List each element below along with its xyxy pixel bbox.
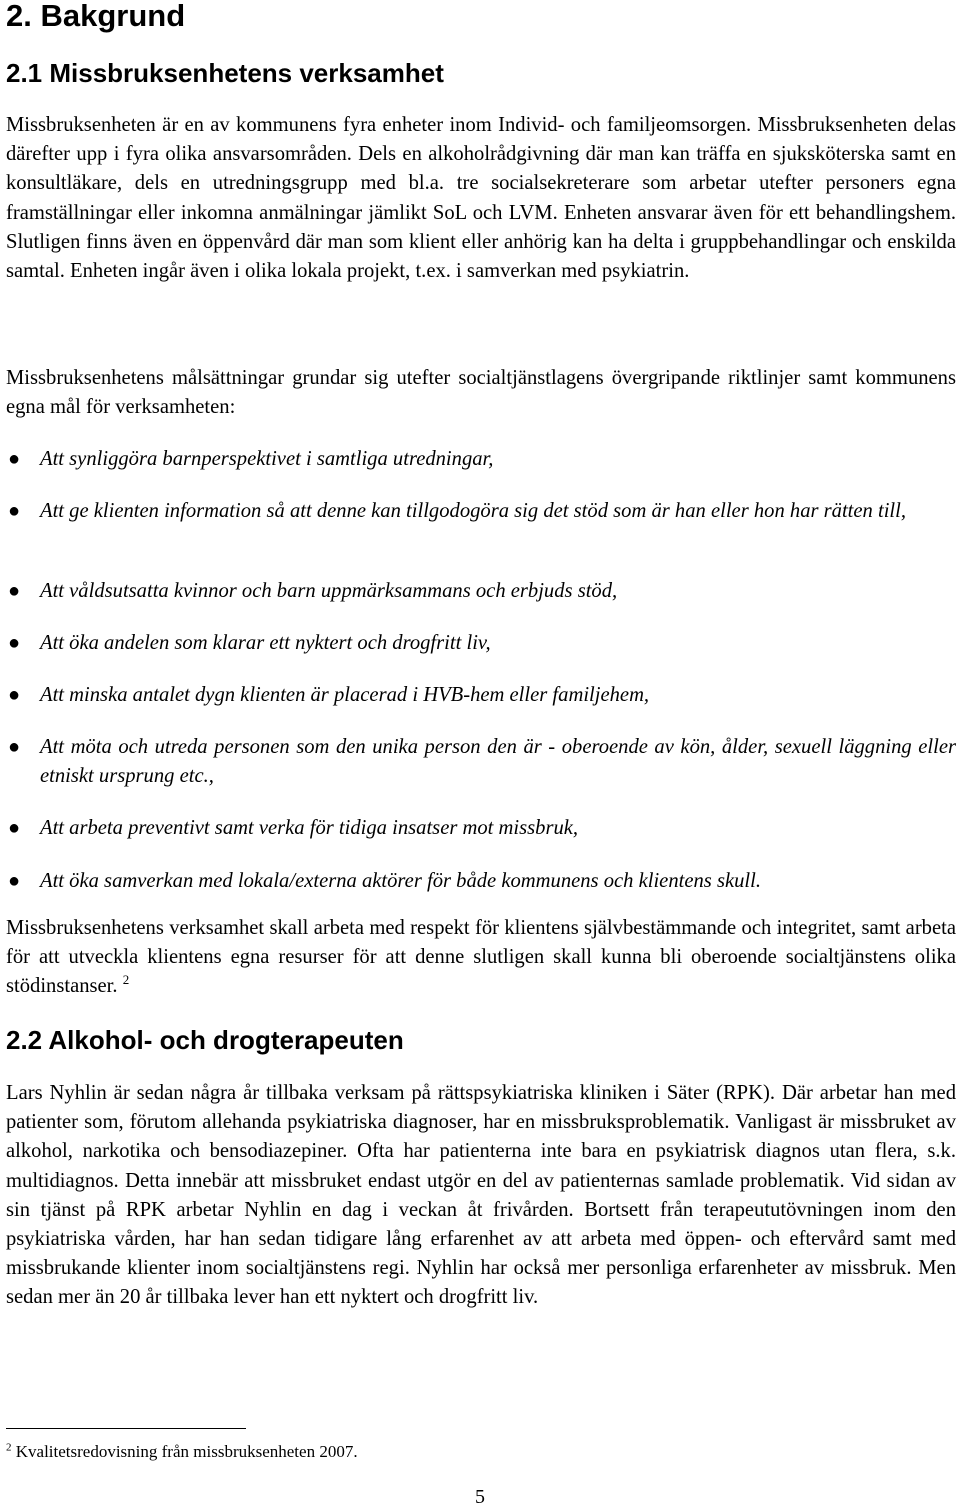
section1-paragraph-1: Missbruksenheten är en av kommunens fyra enheter inom Individ- och familjeomsorgen. Missbruksenheten delas därefter upp i fyra olika ansvarsområden. Dels en alkoholrådgivning där man kan träffa en sjuksköterska samt en konsultläkare, dels en utredningsgrupp med bl.a. tre socialsekreterare som arbetar utefter personers egna framställningar eller inkomna anmälningar jämlikt SoL och LVM. Enheten ansvarar även för ett behandlingshem. Slutligen finns även en öppenvård där man som klient eller anhörig kan ha delta i gruppbehandlingar och enskilda samtal. Enheten ingår även i olika lokala projekt, t.ex. i samverkan med psykiatrin. [6, 114, 956, 283]
list-item-text: Att ge klienten information så att denne kan tillgodogöra sig det stöd som är han eller hon har rätten till, [40, 500, 907, 522]
footnote-divider [6, 1428, 246, 1429]
list-item-text: Att möta och utreda personen som den unika person den är - oberoende av kön, ålder, sexuell läggning eller etniskt ursprung etc., [40, 736, 956, 788]
footnote-ref: 2 [122, 972, 130, 988]
footnote-text: Kvalitetsredovisning från missbruksenheten 2007. [15, 1442, 358, 1461]
section-heading-2-1: 2.1 Missbruksenhetens verksamhet [6, 58, 444, 88]
list-item-text: Att synliggöra barnperspektivet i samtliga utredningar, [40, 448, 494, 470]
section-heading-2-2: 2.2 Alkohol- och drogterapeuten [6, 1025, 404, 1055]
list-item [6, 814, 956, 843]
list-item [6, 577, 956, 606]
bullet-icon: ● [8, 448, 21, 470]
list-item [6, 681, 956, 710]
page-number: 5 [475, 1486, 485, 1508]
list-item-text: Att öka samverkan med lokala/externa aktörer för både kommunens och klientens skull. [40, 870, 761, 892]
footnote [6, 1441, 358, 1463]
bullet-icon: ● [8, 736, 21, 758]
bullet-icon: ● [8, 870, 21, 892]
list-item-text: Att öka andelen som klarar ett nyktert och drogfritt liv, [40, 632, 491, 654]
section1-paragraph-3 [6, 914, 956, 1002]
chapter-heading: 2. Bakgrund [6, 0, 186, 33]
list-item [6, 629, 956, 658]
list-item [6, 445, 956, 474]
bullet-icon: ● [8, 580, 21, 602]
list-item-text: Att minska antalet dygn klienten är placerad i HVB-hem eller familjehem, [40, 684, 650, 706]
section1-paragraph-2: Missbruksenhetens målsättningar grundar sig utefter socialtjänstlagens övergripande riktlinjer samt kommunens egna mål för verksamheten: [6, 367, 956, 419]
list-item-text: Att våldsutsatta kvinnor och barn uppmärksammans och erbjuds stöd, [40, 580, 618, 602]
bullet-icon: ● [8, 817, 21, 839]
section2-paragraph-1: Lars Nyhlin är sedan några år tillbaka verksam på rättspsykiatriska kliniken i Säter (RPK). Där arbetar han med patienter som, förutom allehanda psykiatriska diagnoser, har en missbruksproblematik. Vanligast är missbruket av alkohol, narkotika och bensodiazepiner. Ofta har patienterna inte bara en psykiatrisk diagnos utan flera, s.k. multidiagnos. Detta innebär att missbruket endast utgör en del av patienternas samlade problematik. Vid sidan av sin tjänst på RPK arbetar Nyhlin en dag i veckan åt frivården. Bortsett från terapeututövningen inom den psykiatriska vården, har han sedan tidigare lång erfarenhet av att arbeta med öppen- och eftervård samt med missbrukande klienter inom socialtjänstens regi. Nyhlin har också mer personliga erfarenheter av missbruk. Men sedan mer än 20 år tillbaka lever han ett nyktert och drogfritt liv. [6, 1082, 956, 1309]
paragraph-text: Missbruksenhetens verksamhet skall arbeta med respekt för klientens självbestämmande och integritet, samt arbeta för att utveckla klientens egna resurser för att denne slutligen skall kunna bli oberoende socialtjänstens olika stödinstanser. [6, 917, 956, 998]
list-item [6, 733, 956, 791]
bullet-icon: ● [8, 500, 21, 522]
bullet-icon: ● [8, 632, 21, 654]
list-item [6, 867, 956, 896]
bullet-icon: ● [8, 684, 21, 706]
footnote-number: 2 [6, 1441, 12, 1454]
list-item [6, 497, 956, 526]
list-item-text: Att arbeta preventivt samt verka för tidiga insatser mot missbruk, [40, 817, 579, 839]
